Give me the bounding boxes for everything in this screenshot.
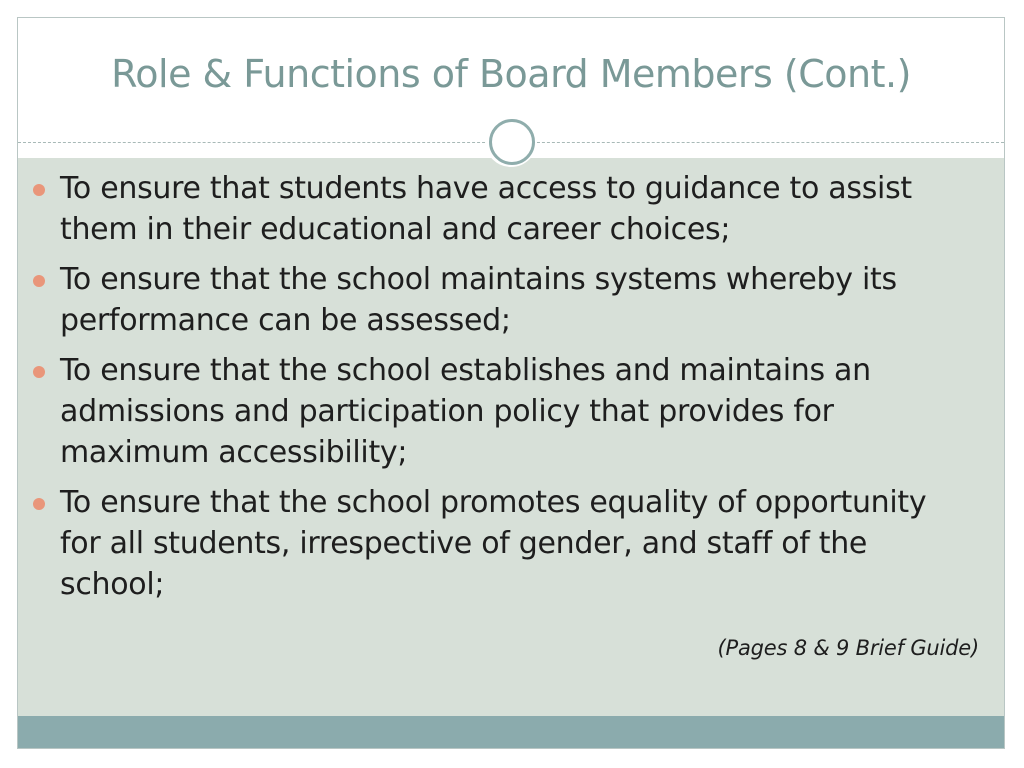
citation: (Pages 8 & 9 Brief Guide): [717, 636, 979, 660]
bullet-text: To ensure that the school maintains systems whereby its performance can be assessed;: [60, 262, 897, 338]
bullet-text: To ensure that students have access to guidance to assist them in their educational and career choices;: [60, 171, 912, 247]
footer-band: [18, 716, 1004, 749]
divider-ring-icon: [485, 115, 537, 167]
bullet-text: To ensure that the school establishes and maintains an admissions and participation policy that provides for maximum accessibility;: [60, 353, 871, 470]
bullet-text: To ensure that the school promotes equality of opportunity for all students, irrespective of gender, and staff of the school;: [60, 485, 927, 602]
slide-title: Role & Functions of Board Members (Cont.): [111, 52, 911, 96]
bullet-item: [60, 482, 960, 605]
bullet-dot-icon: [33, 498, 45, 510]
bullet-item: [60, 350, 960, 473]
bullet-dot-icon: [33, 184, 45, 196]
bullet-list: [60, 168, 960, 614]
bullet-dot-icon: [33, 366, 45, 378]
bullet-dot-icon: [33, 275, 45, 287]
bullet-item: [60, 168, 960, 250]
bullet-item: [60, 259, 960, 341]
